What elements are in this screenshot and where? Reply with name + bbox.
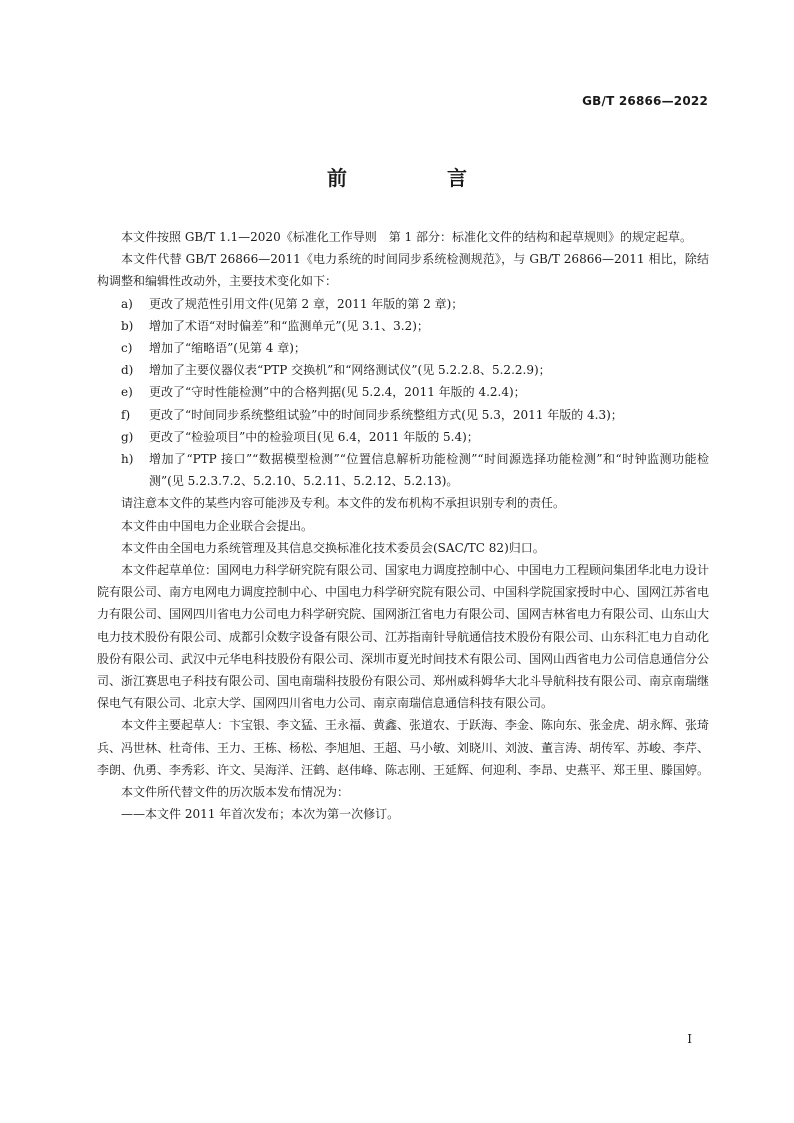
- list-marker: b): [121, 318, 134, 333]
- list-item-text: 更改了“时间同步系统整组试验”中的时间同步系统整组方式(见 5.3，2011 年版的 4.3)；: [149, 407, 623, 422]
- list-item: [97, 404, 709, 426]
- paragraph: 本文件所代替文件的历次版本发布情况为：: [121, 785, 350, 800]
- paragraph: ——本文件 2011 年首次发布；本次为第一次修订。: [121, 807, 400, 822]
- list-marker: c): [121, 341, 133, 356]
- list-item: [97, 381, 709, 403]
- preface-body: [97, 226, 709, 825]
- list-item: [97, 426, 709, 448]
- list-marker: f): [121, 407, 131, 422]
- standard-code: GB/T 26866—2022: [582, 94, 708, 108]
- changes-list: [97, 293, 709, 493]
- list-item-text: 更改了“守时性能检测”中的合格判据(见 5.2.4，2011 年版的 4.2.4)；: [149, 385, 526, 400]
- paragraph: 本文件代替 GB/T 26866—2011《电力系统的时间同步系统检测规范》，与 GB/T 26866—2011 相比，除结构调整和编辑性改动外，主要技术变化如下：: [97, 252, 709, 289]
- list-item: [97, 359, 709, 381]
- list-item-text: 更改了“检验项目”中的检验项目(见 6.4，2011 年版的 5.4)；: [149, 429, 479, 444]
- list-item-text: 增加了“缩略语”(见第 4 章)；: [149, 341, 306, 356]
- list-marker: e): [121, 385, 133, 400]
- paragraph: 本文件按照 GB/T 1.1—2020《标准化工作导则 第 1 部分：标准化文件的结构和起草规则》的规定起草。: [121, 230, 692, 244]
- list-item-text: 增加了“PTP 接口”“数据模型检测”“位置信息解析功能检测”“时间源选择功能检测”和“时钟监测功能检测”(见 5.2.3.7.2、5.2.10、5.2.11、5.2.12、5.2.13)。: [149, 452, 709, 489]
- paragraph: 本文件由中国电力企业联合会提出。: [121, 518, 314, 533]
- page-number: I: [687, 1032, 692, 1046]
- drafting-units-paragraph: 本文件起草单位：国网电力科学研究院有限公司、国家电力调度控制中心、中国电力工程顾问集团华北电力设计院有限公司、南方电网电力调度控制中心、中国电力科学研究院有限公司、中国科学院国家授时中心、国网江苏省电力有限公司、国网四川省电力公司电力科学研究院、国网浙江省电力有限公司、国网吉林省电力有限公司、山东山大电力技术股份有限公司、成都引众数字设备有限公司、江苏指南针导航通信技术股份有限公司、山东科汇电力自动化股份有限公司、武汉中元华电科技股份有限公司、深圳市夏光时间技术有限公司、国网山西省电力公司信息通信分公司、浙江赛思电子科技有限公司、国电南瑞科技股份有限公司、郑州威科姆华大北斗导航科技有限公司、南京南瑞继保电气有限公司、北京大学、国网四川省电力公司、南京南瑞信息通信科技有限公司。: [97, 563, 710, 711]
- list-marker: h): [121, 452, 134, 467]
- page-title: 前 言: [327, 166, 507, 190]
- list-marker: g): [121, 429, 134, 444]
- list-item-text: 增加了主要仪器仪表“PTP 交换机”和“网络测试仪”(见 5.2.2.8、5.2.2.9)；: [149, 363, 551, 378]
- list-marker: d): [121, 363, 134, 378]
- list-item-text: 增加了术语“对时偏差”和“监测单元”(见 3.1、3.2)；: [149, 318, 429, 333]
- list-item: [97, 448, 709, 492]
- paragraph: 请注意本文件的某些内容可能涉及专利。本文件的发布机构不承担识别专利的责任。: [121, 496, 566, 511]
- list-marker: a): [121, 296, 133, 311]
- drafters-paragraph: 本文件主要起草人：卞宝银、李文猛、王永福、黄鑫、张道农、于跃海、李金、陈向东、张金虎、胡永辉、张琦兵、冯世林、杜奇伟、王力、王栋、杨松、李旭旭、王超、马小敏、刘晓川、刘波、董言涛、胡传军、苏峻、李芹、李朗、仇勇、李秀彩、许文、吴海洋、汪鹤、赵伟峰、陈志刚、王延辉、何迎利、李昂、史燕平、郑王里、滕国婷。: [97, 718, 710, 777]
- list-item: [97, 293, 709, 315]
- list-item-text: 更改了规范性引用文件(见第 2 章，2011 年版的第 2 章)；: [149, 296, 464, 311]
- paragraph: 本文件由全国电力系统管理及其信息交换标准化技术委员会(SAC/TC 82)归口。: [121, 540, 545, 555]
- list-item: [97, 337, 709, 359]
- list-item: [97, 315, 709, 337]
